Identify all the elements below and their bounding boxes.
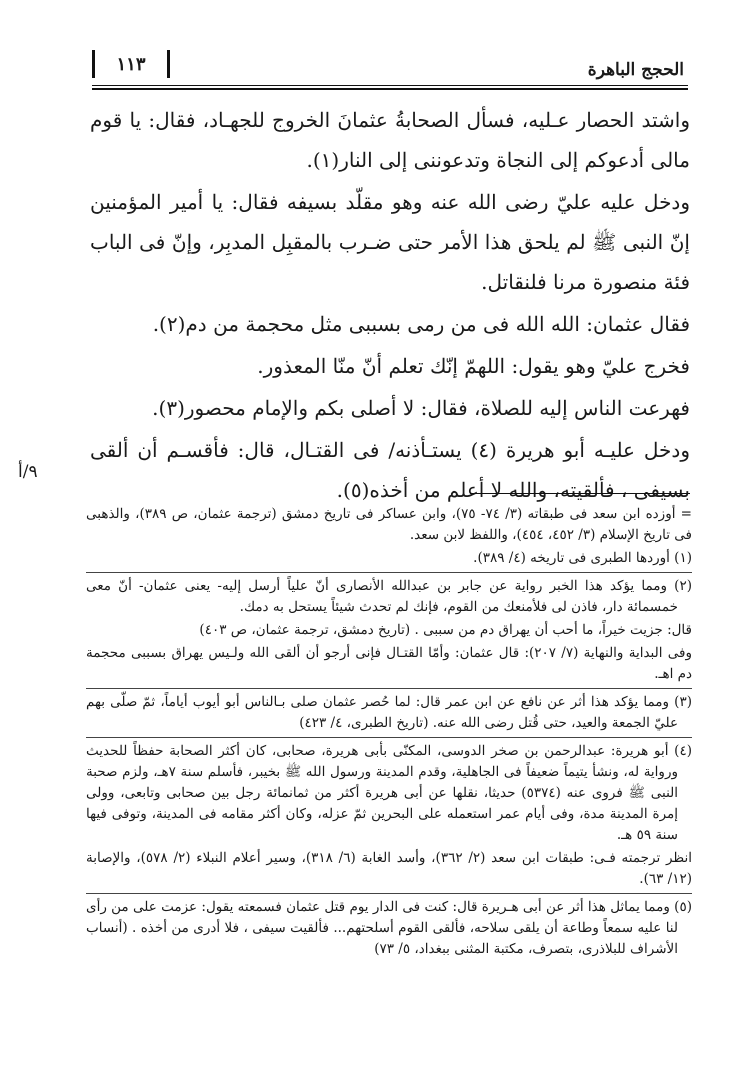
header-rule <box>92 88 688 90</box>
paragraph-6: ودخل عليـه أبو هريرة (٤) يستـأذنه/ فى القتـال، قال: فأقسـم أن ألقى بسيفى ، فألقيته، والله لا أعلم من أخذه(٥). <box>90 438 690 502</box>
footnote-rule <box>86 737 692 738</box>
paragraph-4: فخرج عليّ وهو يقول: اللهمّ إنّك تعلم أنّ منّا المعذور. <box>257 354 690 378</box>
header-rule-thin <box>92 85 688 86</box>
footnote-2-addition: وفى البداية والنهاية (٧/ ٢٠٧): قال عثمان: وأمّا القتـال فإنى أرجو أن ألقى الله ولـيس يهراق بسببى محجمة دم اهـ. <box>86 645 692 682</box>
footnote-continued: = أوزده ابن سعد فى طبقاته (٣/ ٧٤- ٧٥)، وابن عساكر فى تاريخ دمشق (ترجمة عثمان، ص ٣٨٩)، والذهبى فى تاريخ الإسلام (٣/ ٤٥٢، ٤٥٤)، واللفظ لابن سعد. <box>86 506 692 543</box>
footnote-separator <box>470 493 690 494</box>
book-title: الحجج الباهرة <box>587 60 684 80</box>
footnote-2-quote: قال: جزيت خيراً، ما أحب أن يهراق دم من سببى . (تاريخ دمشق، ترجمة عثمان، ص ٤٠٣) <box>199 622 692 638</box>
margin-folio-reference: ٩/أ <box>18 462 38 482</box>
footnote-3: (٣) ومما يؤكد هذا أثر عن نافع عن ابن عمر قال: لما حُصر عثمان صلى بـالناس أبو أيوب أياماً، ثمّ صلّى بهم عليّ الجمعة والعيد، حتى قُتل رضى الله عنه. (تاريخ الطبرى، ٤/ ٤٢٣) <box>86 694 692 731</box>
footnote-2: (٢) ومما يؤكد هذا الخبر رواية عن جابر بن عبدالله الأنصارى أنّ علياً أرسل إليه- يعنى عثمان- أنّ معى خمسمائة دار، فاذن لى فلأمنعك من القوم، فإنك لم تحدث شيئاً يستحل به دمك. <box>86 578 692 615</box>
footnotes <box>86 504 692 962</box>
footnote-4: (٤) أبو هريرة: عبدالرحمن بن صخر الدوسى، المكنّى بأبى هريرة، صحابى، كان أكثر الصحابة حفظاً للحديث ورواية له، ونشأ يتيماً ضعيفاً فى الجاهلية، وقدم المدينة ورسول الله ﷺ بخيبر، فأسلم سنة ٧هـ، ولزم صحبة النبى ﷺ فروى عنه (٥٣٧٤) حديثا، نقلها عن أبى هريرة أكثر من ثمانمائة رجل بين صحابى وتابعى، وولى إمرة المدينة مدة، وفى أيام عمر استعمله على البحرين ثمّ عزله، وكان أكثر مقامه فى المدينة، وتوفى فيها سنة ٥٩ هـ. <box>86 743 692 843</box>
footnote-rule <box>86 893 692 894</box>
footnote-5: (٥) ومما يماثل هذا أثر عن أبى هـريرة قال: كنت فى الدار يوم قتل عثمان فسمعته يقول: عزمت على من رأى لنا عليه سمعاً وطاعة أن يلقى سلاحه، فألقى القوم أسلحتهم... فألقيت سيفى ، فلا أدرى من أخذه . (أنساب الأشراف للبلاذرى، بتصرف، مكتبة المثنى ببغداد، ٥/ ٧٣) <box>86 899 692 957</box>
paragraph-5: فهرعت الناس إليه للصلاة، فقال: لا أصلى بكم والإمام محصور(٣). <box>152 396 690 420</box>
main-text <box>90 100 690 512</box>
footnote-rule <box>86 572 692 573</box>
footnote-4-sources: انظر ترجمته فـى: طبقات ابن سعد (٢/ ٣٦٢)، وأسد الغابة (٦/ ٣١٨)، وسير أعلام النبلاء (٢/ ٥٧٨)، والإصابة (١٢/ ٦٣). <box>86 850 693 887</box>
page-header <box>92 44 688 90</box>
paragraph-1: واشتد الحصار عـليه، فسأل الصحابةُ عثمانَ الخروج للجهـاد، فقال: يا قوم مالى أدعوكم إلى النجاة وتدعوننى إلى النار(١). <box>90 108 690 172</box>
footnote-1: (١) أوردها الطبرى فى تاريخه (٤/ ٣٨٩). <box>473 550 692 566</box>
paragraph-2: ودخل عليه عليّ رضى الله عنه وهو مقلّد بسيفه فقال: يا أمير المؤمنين إنّ النبى ﷺ لم يلحق هذا الأمر حتى ضـرب بالمقبِل المدبِر، وإنّ فى الباب فئة منصورة مرنا فلنقاتل. <box>90 190 690 294</box>
paragraph-3: فقال عثمان: الله الله فى من رمى بسببى مثل محجمة من دم(٢). <box>152 312 690 336</box>
footnote-rule <box>86 688 692 689</box>
page-number: ١١٣ <box>92 50 170 78</box>
